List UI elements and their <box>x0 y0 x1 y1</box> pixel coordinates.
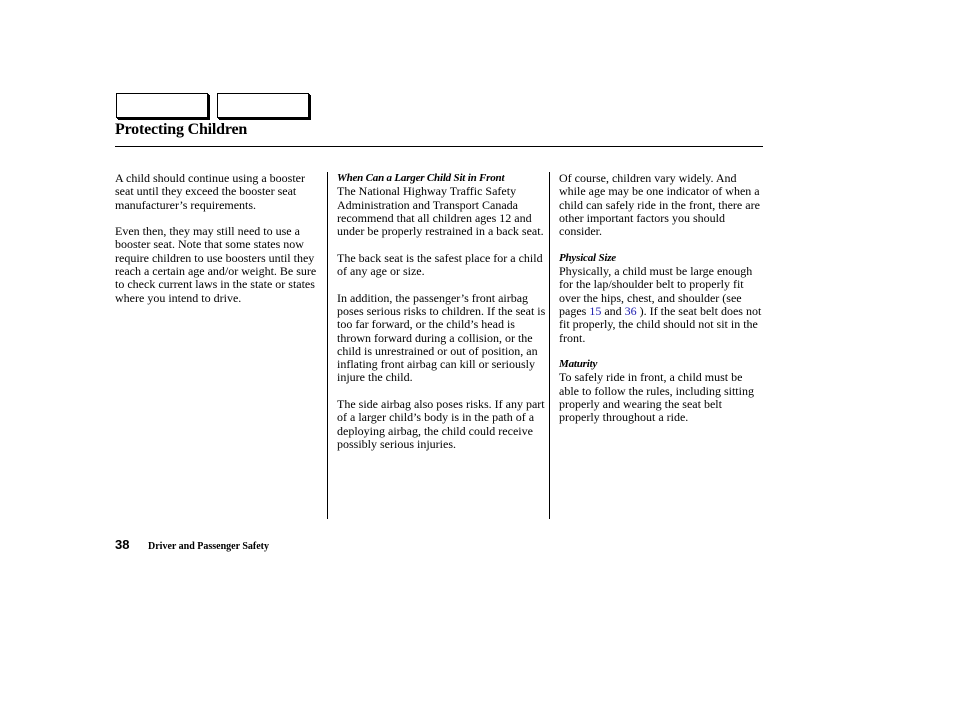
section-heading: When Can a Larger Child Sit in Front <box>337 172 505 184</box>
paragraph: The National Highway Traffic Safety Administration and Transport Canada recommend that all children ages 12 and under be properly restrained in a back seat. <box>337 184 544 239</box>
column-2 <box>337 172 547 465</box>
paragraph: The back seat is the safest place for a child of any age or size. <box>337 250 543 279</box>
section-heading: Physical Size <box>559 251 616 264</box>
nav-button-next[interactable] <box>217 93 309 118</box>
column-3 <box>559 172 764 438</box>
paragraph: The side airbag also poses risks. If any part of a larger child’s body is in the path of a deploying airbag, the child could receive possibly serious injuries. <box>337 397 545 451</box>
page-link-36[interactable]: 36 <box>624 303 637 318</box>
paragraph: To safely ride in front, a child must be able to follow the rules, including sitting properly and wearing the seat belt properly throughout a ride. <box>559 370 754 425</box>
paragraph: In addition, the passenger’s front airbag poses serious risks to children. If the seat is too far forward, or the child’s head is thrown forward during a collision, or the child is unrestrained or out of position, an inflating front airbag can kill or seriously injure the child. <box>337 290 546 385</box>
title-divider <box>115 146 763 147</box>
page-link-15[interactable]: 15 <box>589 303 602 318</box>
paragraph-text: and <box>601 303 625 318</box>
paragraph: Of course, children vary widely. And while age may be one indicator of when a child can safely ride in the front, there are other important factors you should consider. <box>559 171 760 239</box>
section-heading: Maturity <box>559 358 598 371</box>
paragraph-text: Physically, a child must be large enough for the lap/shoulder belt to properly fit over the hips, chest, and shoulder (see pages <box>559 264 753 318</box>
section-name: Driver and Passenger Safety <box>148 541 270 552</box>
paragraph-text: ). If the seat belt does not fit properly, the child should not sit in the front. <box>559 303 762 345</box>
column-1 <box>115 172 320 318</box>
page-title: Protecting Children <box>115 121 248 138</box>
page-number: 38 <box>115 537 130 552</box>
paragraph: A child should continue using a booster seat until they exceed the booster seat manufacturer’s requirements. <box>115 171 305 212</box>
paragraph: Even then, they may still need to use a booster seat. Note that some states now require children to use boosters until they reach a certain age and/or weight. Be sure to check current laws in the state or states where you intend to drive. <box>115 224 317 305</box>
nav-button-previous[interactable] <box>116 93 208 118</box>
column-divider <box>327 172 328 519</box>
column-divider <box>549 172 550 519</box>
